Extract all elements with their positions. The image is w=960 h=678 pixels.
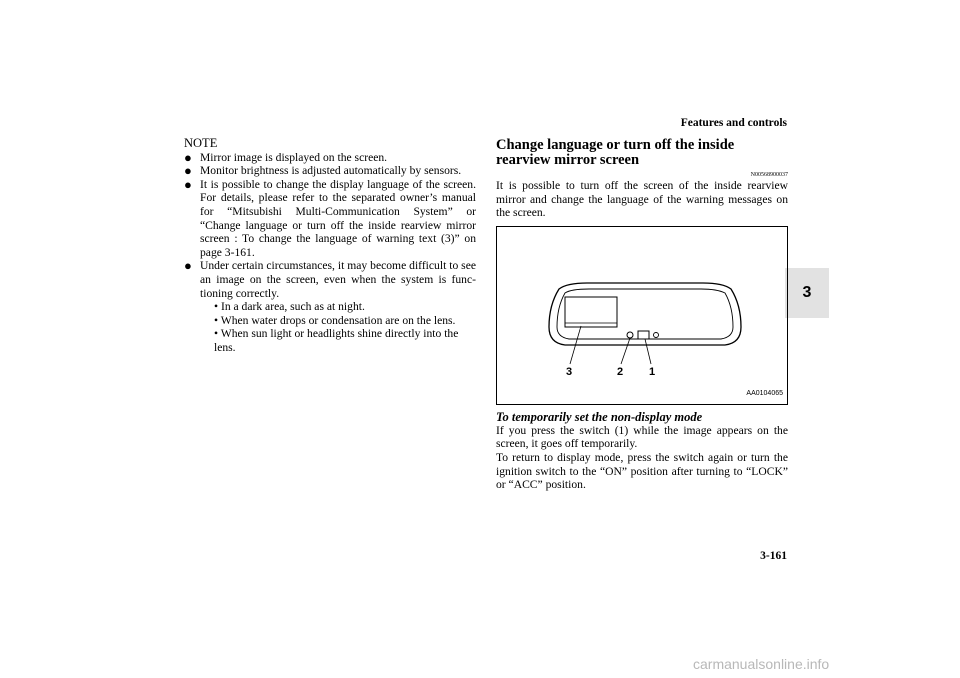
section-title: Change language or turn off the inside rearview mirror screen [496, 137, 735, 168]
section-intro: It is possible to turn off the screen of the inside rearview mirror and change the language of the warning messages on the screen. [496, 179, 788, 220]
watermark[interactable]: carmanualsonline.info [693, 656, 830, 672]
figure-code: AA0104065 [746, 390, 783, 398]
callout-line-1 [645, 339, 651, 364]
bullet-icon: ● [184, 176, 192, 192]
note-sub-item: • In a dark area, such as at night. [214, 300, 365, 314]
note-bullet [184, 151, 476, 165]
note-sub-item: • When sun light or headlights shine directly into the lens. [214, 327, 459, 354]
section-column [496, 138, 788, 492]
bullet-icon: ● [184, 163, 192, 179]
switch-icon [638, 331, 649, 339]
note-column [184, 137, 476, 355]
bullet-text: Under certain circumstances, it may become difficult to see an image on the screen, even when the system is func-tioning correctly. [200, 259, 476, 300]
rearview-mirror-illustration [497, 227, 787, 404]
page-number: 3-161 [760, 550, 787, 562]
chapter-tab: 3 [785, 268, 829, 318]
subsection-title: To temporarily set the non-display mode [496, 409, 703, 424]
figure-label-2: 2 [617, 365, 624, 378]
header-title: Features and controls [680, 117, 787, 129]
callout-line-2 [621, 338, 630, 364]
bullet-icon: ● [184, 149, 192, 165]
mirror-display-screen [565, 297, 617, 327]
bullet-text: It is possible to change the display language of the screen. For details, please refer to the separated owner’s manual for “Mitsubishi Multi-Communication System” or “Change language or turn off the inside rearview mirror screen : To change the language of warning text (3)” on page 3-161. [200, 177, 476, 259]
note-sub-item: • When water drops or condensation are on the lens. [214, 313, 456, 327]
note-bullet [184, 259, 476, 300]
mirror-figure [496, 226, 788, 405]
sensor-icon [627, 332, 633, 338]
figure-label-1: 1 [649, 365, 656, 378]
bullet-text: Monitor brightness is adjusted automatically by sensors. [200, 164, 462, 178]
note-bullet [184, 178, 476, 260]
light-sensor-icon [654, 332, 659, 337]
figure-label-3: 3 [566, 365, 573, 378]
note-bullet [184, 164, 476, 178]
bullet-text: Mirror image is displayed on the screen. [200, 150, 388, 164]
section-paragraph: If you press the switch (1) while the image appears on the screen, it goes off temporarily. [496, 423, 788, 451]
bullet-icon: ● [184, 258, 192, 274]
note-label: NOTE [184, 136, 218, 150]
section-code: N00568900037 [750, 172, 788, 178]
section-paragraph: To return to display mode, press the switch again or turn the ignition switch to the “ON” position after turning to “LOCK” or “ACC” position. [496, 450, 788, 492]
